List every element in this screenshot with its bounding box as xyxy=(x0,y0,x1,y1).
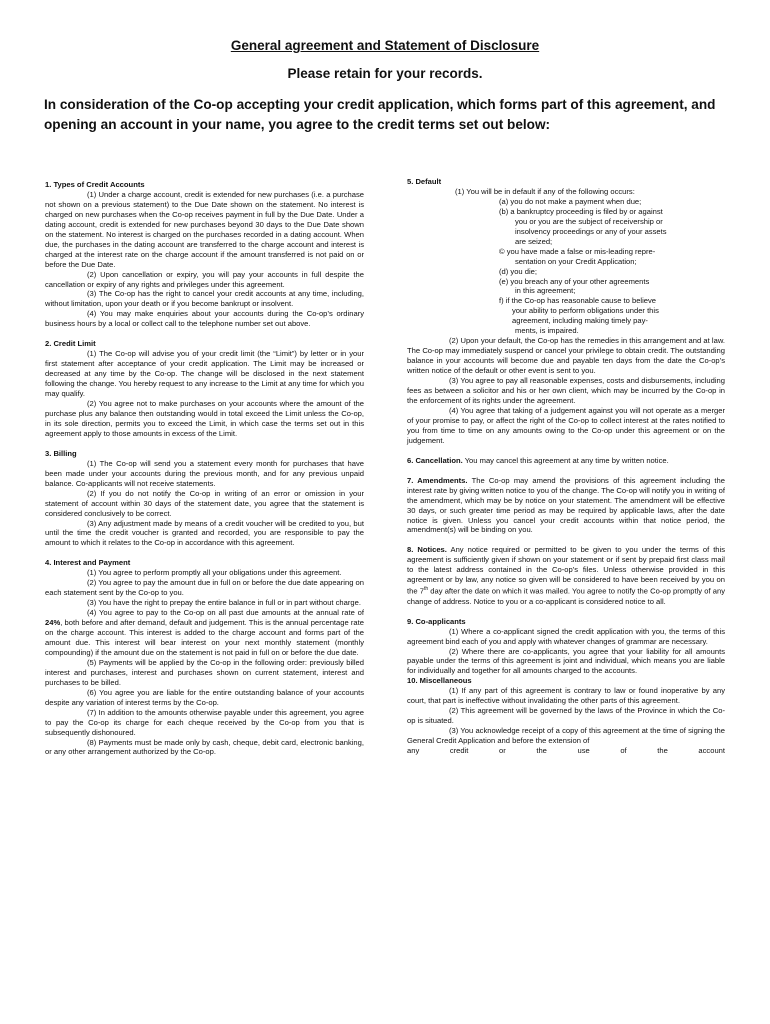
default-item-f-line-1: f) if the Co-op has reasonable cause to believe xyxy=(499,296,657,306)
section-6 xyxy=(407,456,725,466)
section-5-heading: 5. Default xyxy=(407,177,442,186)
section-10-para-1: (1) If any part of this agreement is contrary to law or found inoperative by any court, that part is ineffective without invalidating the other parts of this agreement. xyxy=(407,686,725,706)
section-1-heading: 1. Types of Credit Accounts xyxy=(45,180,145,189)
default-item-c-line-1: © you have made a false or mis-leading repre- xyxy=(499,246,656,256)
section-10-para-3: (3) You acknowledge receipt of a copy of this agreement at the time of signing the General Credit Application and before the extension of xyxy=(407,726,725,746)
section-1-para-4: (4) You may make enquiries about your accounts during the Co-op’s ordinary business hours by a local or collect call to the telephone number set out above. xyxy=(45,309,364,329)
section-4-para-1: (1) You agree to perform promptly all your obligations under this agreement. xyxy=(87,568,342,578)
section-4-para-3: (3) You have the right to prepay the entire balance in full or in part without charge. xyxy=(87,598,361,608)
section-9-para-2: (2) Where there are co-applicants, you agree that your liability for all amounts payable under the terms of this agreement is joint and individual, which means you are liable for individually and together for all amounts charged to the accounts. xyxy=(407,646,725,676)
right-column xyxy=(407,177,725,756)
interest-rate-value: 24% xyxy=(45,618,61,628)
section-8-heading: 8. Notices. xyxy=(407,545,447,555)
default-item-b-line-3: insolvency proceedings or any of your assets xyxy=(515,226,667,236)
default-item-b-line-2: you or you are the subject of receivership or xyxy=(515,216,663,226)
section-5-intro: (1) You will be in default if any of the following occurs: xyxy=(455,186,635,196)
default-item-b-line-4: are seized; xyxy=(515,236,553,246)
section-3-para-1: (1) The Co-op will send you a statement every month for purchases that have been made under your accounts during the previous month, and for any previous unpaid balance. Co-applicants will not receive statements. xyxy=(45,458,364,488)
section-4-para-5: (5) Payments will be applied by the Co-op in the following order: previously billed interest and purchases, interest and purchases shown on current statement, interest and purchases to be billed. xyxy=(45,657,364,687)
document-subtitle: Please retain for your records. xyxy=(287,66,483,81)
default-item-f-line-2: your ability to perform obligations under this xyxy=(512,306,659,316)
section-7-heading: 7. Amendments. xyxy=(407,475,468,485)
section-4-para-8: (8) Payments must be made only by cash, cheque, debit card, electronic banking, or any other arrangement authorized by the Co-op. xyxy=(45,737,364,757)
section-10-para-3-last-line: any credit or the use of the account xyxy=(407,746,725,756)
section-7-text: The Co-op may amend the provisions of this agreement including the interest rate by giving written notice to you of the change. The Co-op will notify you in writing of the amendment, which may be by notice on your statement. The amendment will be effective 30 days, or such greater time period as may be required by applicable laws, after the date notice is given. Unless you cancel your credit accounts within that notice period, the amendment(s) will be binding on you. xyxy=(407,475,725,535)
section-4-para-6: (6) You agree you are liable for the entire outstanding balance of your accounts despite any variation of interest terms by the Co-op. xyxy=(45,687,364,707)
section-4-para-4-text-b: , both before and after demand, default and judgement. This is the annual percentage rate on the charge account. This interest is added to the charge account and forms part of the amount due. This interest will bear interest on your next monthly statement (monthly compounding) if the amount due on the statement is not paid in full on or before the due date. xyxy=(45,618,364,657)
section-4-para-4 xyxy=(45,608,364,658)
default-item-d: (d) you die; xyxy=(499,266,537,276)
default-item-e-line-2: in this agreement; xyxy=(515,286,576,296)
section-4-para-2: (2) You agree to pay the amount due in full on or before the due date appearing on each statement sent by the Co-op to you. xyxy=(45,578,364,598)
section-8-text-b: day after the date on which it was mailed. You agree to notify the Co-op promptly of any change of address. Notice to you or a co-applicant is considered notice to all. xyxy=(407,586,725,606)
section-10-heading: 10. Miscellaneous xyxy=(407,676,472,686)
section-5-para-2: (2) Upon your default, the Co-op has the remedies in this arrangement and at law. The Co-op may immediately suspend or cancel your privilege to obtain credit. The outstanding balance in your accounts will become due and payable ten days from the date the Co-op’s written notice of the default or other event is sent to you. xyxy=(407,336,725,376)
section-9-heading: 9. Co-applicants xyxy=(407,616,466,626)
section-9-para-1: (1) Where a co-applicant signed the credit application with you, the terms of this agreement bind each of you and apply with whatever changes of grammar are necessary. xyxy=(407,626,725,646)
default-item-e-line-1: (e) you breach any of your other agreements xyxy=(499,276,650,286)
section-2-para-2: (2) You agree not to make purchases on your accounts where the amount of the purchase plus any balance then outstanding would in total exceed the Limit unless the Co-op, in its sole direction, permits you to exceed the Limit, in which case the terms set out in this agreement apply to those amounts in excess of the Limit. xyxy=(45,399,364,438)
default-item-c-line-2: sentation on your Credit Application; xyxy=(515,256,637,266)
section-8 xyxy=(407,545,725,606)
section-3-para-2: (2) If you do not notify the Co-op in writing of an error or omission in your statement of account within 30 days of the statement date, you agree that the statement is considered conclusively to be correct. xyxy=(45,488,364,518)
section-4-para-4-text-a: (4) You agree to pay to the Co-op on all past due amounts at the annual rate of xyxy=(87,608,364,618)
section-6-heading: 6. Cancellation. xyxy=(407,455,463,465)
section-1-para-1: (1) Under a charge account, credit is extended for new purchases (i.e. a purchase not shown on a previous statement) to the Due Date shown on the statement. No interest is charged on new purchases when the Co-op receives payment in full by the Due Date. Under a dating account, credit is extended for new purchases beyond 30 days to the Due Date shown on the statement. No interest is charged on the purchases recorded in a dating account. When due, the purchases in the dating account are transferred to the charge account and interest is charged at the interest rate on the charge account if the amount transferred is not paid on or before the Due Date. xyxy=(45,189,364,269)
left-column xyxy=(45,180,364,757)
section-2-para-1: (1) The Co-op will advise you of your credit limit (the “Limit”) by letter or in your first statement after acceptance of your credit application. The Limit may be increased or decreased at any time by the Co-op. The change will be disclosed in the next statement following the change. You hereby request to any increase to the Limit at any time for which you may qualify. xyxy=(45,349,364,399)
section-7 xyxy=(407,476,725,536)
section-6-text: You may cancel this agreement at any time by written notice. xyxy=(462,455,669,465)
section-4-heading: 4. Interest and Payment xyxy=(45,558,131,568)
section-4-para-7: (7) In addition to the amounts otherwise payable under this agreement, you agree to pay the Co-op its charge for each cheque received by the Co-op from you that is subsequently dishonoured. xyxy=(45,707,364,737)
default-item-b-line-1: (b) a bankruptcy proceeding is filed by or against xyxy=(499,206,663,216)
section-1-para-3: (3) The Co-op has the right to cancel your credit accounts at any time, including, without limitation, upon your death or if you become bankrupt or insolvent. xyxy=(45,289,364,309)
section-10-para-2: (2) This agreement will be governed by the laws of the Province in which the Co-op is situated. xyxy=(407,706,725,726)
section-3-heading: 3. Billing xyxy=(45,448,77,458)
section-5-para-4: (4) You agree that taking of a judgement against you will not operate as a merger of your promise to pay, or affect the right of the Co-op to collect interest at the rates notified to you from time to time on any amounts owing to the Co-op under this agreement or on the judgement. xyxy=(407,405,725,445)
section-3-para-3: (3) Any adjustment made by means of a credit voucher will be credited to you, but until the time the credit voucher is granted and recorded, you are responsible to pay the amount to which it relates to the Co-op in accordance with this agreement. xyxy=(45,518,364,548)
section-8-superscript: th xyxy=(423,586,429,593)
default-item-f-line-3: agreement, including making timely pay- xyxy=(512,316,648,326)
document-title: General agreement and Statement of Disclosure xyxy=(230,38,540,53)
section-2-heading: 2. Credit Limit xyxy=(45,339,96,349)
document-intro: In consideration of the Co-op accepting your credit application, which forms part of this agreement, and opening an account in your name, you agree to the credit terms set out below: xyxy=(44,97,716,132)
section-1-para-2: (2) Upon cancellation or expiry, you will pay your accounts in full despite the cancellation or expiry of any rights and privileges under this agreement. xyxy=(45,269,364,289)
section-8-text-a: Any notice required or permitted to be given to you under the terms of this agreement is sufficiently given if shown on your statement or if sent by prepaid first class mail to the latest address contained in the Co-op’s files. Unless otherwise provided in this agreement or by law, any notice so given will be considered to have been received by you on the 7 xyxy=(407,545,726,596)
section-5-para-3: (3) You agree to pay all reasonable expenses, costs and disbursements, including fees as between a solicitor and his or her own client, which may be incurred by the Co-op in the enforcement of its rights under the agreement. xyxy=(407,376,725,405)
default-item-f-line-4: ments, is impaired. xyxy=(515,326,579,336)
default-item-a: (a) you do not make a payment when due; xyxy=(499,196,642,206)
